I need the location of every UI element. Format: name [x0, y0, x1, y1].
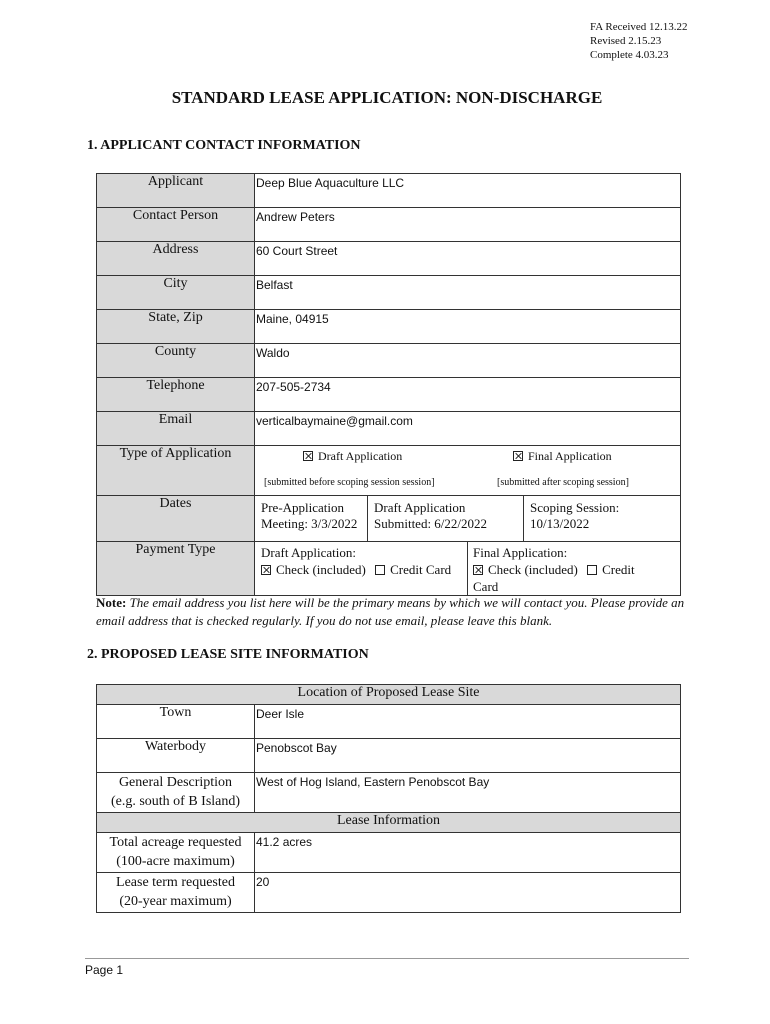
waterbody-field[interactable]: Penobscot Bay [255, 739, 681, 773]
pre-application-date[interactable] [261, 500, 357, 532]
row-payment-type [97, 542, 681, 596]
acreage-field[interactable]: 41.2 acres [255, 833, 681, 873]
row-acreage [97, 833, 681, 873]
contact-person-field[interactable]: Andrew Peters [255, 208, 681, 242]
received-date: FA Received 12.13.22 [590, 21, 688, 33]
page-number: Page 1 [85, 963, 124, 977]
section-2-heading: 2. PROPOSED LEASE SITE INFORMATION [87, 647, 369, 662]
contact-person-label: Contact Person [97, 208, 255, 242]
note-lead: Note: [96, 595, 127, 610]
applicant-contact-table [96, 173, 681, 596]
lease-band-row [97, 813, 681, 833]
dates-label: Dates [97, 496, 255, 542]
received-stamp [590, 20, 688, 62]
county-label: County [97, 344, 255, 378]
waterbody-label: Waterbody [97, 739, 255, 773]
scoping-session-value: 10/13/2022 [530, 516, 590, 531]
type-of-application-field [255, 446, 681, 496]
email-label: Email [97, 412, 255, 446]
draft-submitted-value: Submitted: 6/22/2022 [374, 516, 488, 531]
final-payment-heading: Final Application: [473, 545, 568, 560]
note-text: The email address you list here will be the primary means by which we will contact you. Please provide an email address that is checked regularly. If you do not use email, please leave this blank. [96, 595, 685, 628]
payment-type-label: Payment Type [97, 542, 255, 596]
telephone-field[interactable]: 207-505-2734 [255, 378, 681, 412]
draft-payment-heading: Draft Application: [261, 545, 356, 560]
pre-application-value: Meeting: 3/3/2022 [261, 516, 358, 531]
location-band: Location of Proposed Lease Site [97, 685, 681, 705]
final-application-option-label: Final Application [528, 449, 612, 463]
dates-divider-2 [523, 496, 524, 541]
draft-payment-group [261, 544, 451, 578]
final-credit-label-continued: Card [473, 579, 499, 594]
final-check-label: Check (included) [488, 562, 578, 577]
scoping-session-label: Scoping Session: [530, 500, 620, 515]
row-email [97, 412, 681, 446]
draft-application-checkbox[interactable] [303, 451, 313, 461]
acreage-label-line1: Total acreage requested [109, 835, 242, 850]
lease-term-label-line1: Lease term requested [116, 875, 235, 890]
address-field[interactable]: 60 Court Street [255, 242, 681, 276]
complete-date: Complete 4.03.23 [590, 49, 669, 61]
row-general-description [97, 773, 681, 813]
final-application-note: [submitted after scoping session] [497, 477, 629, 488]
draft-submitted-label: Draft Application [374, 500, 466, 515]
county-field[interactable]: Waldo [255, 344, 681, 378]
acreage-label [97, 833, 255, 873]
draft-credit-option[interactable] [375, 562, 451, 577]
final-credit-label: Credit [602, 562, 635, 577]
section-1-heading: 1. APPLICANT CONTACT INFORMATION [87, 138, 361, 153]
row-lease-term [97, 873, 681, 913]
telephone-label: Telephone [97, 378, 255, 412]
payment-type-field [255, 542, 681, 596]
state-zip-label: State, Zip [97, 310, 255, 344]
scoping-session-date[interactable] [530, 500, 619, 532]
town-field[interactable]: Deer Isle [255, 705, 681, 739]
final-check-checkbox[interactable] [473, 565, 483, 575]
revised-date: Revised 2.15.23 [590, 35, 662, 47]
document-title: STANDARD LEASE APPLICATION: NON-DISCHARGE [171, 88, 603, 107]
general-description-field[interactable]: West of Hog Island, Eastern Penobscot Bay [255, 773, 681, 813]
city-field[interactable]: Belfast [255, 276, 681, 310]
final-application-option[interactable] [513, 449, 612, 464]
final-credit-option[interactable] [587, 562, 635, 577]
row-dates [97, 496, 681, 542]
general-description-label-line2: (e.g. south of B Island) [110, 794, 241, 809]
city-label: City [97, 276, 255, 310]
footer-divider [85, 958, 689, 959]
location-band-row [97, 685, 681, 705]
final-application-checkbox[interactable] [513, 451, 523, 461]
acreage-label-line2: (100-acre maximum) [116, 854, 235, 869]
row-state-zip [97, 310, 681, 344]
dates-field [255, 496, 681, 542]
row-county [97, 344, 681, 378]
row-applicant [97, 174, 681, 208]
draft-submitted-date[interactable] [374, 500, 487, 532]
final-payment-group [473, 544, 635, 595]
address-label: Address [97, 242, 255, 276]
final-check-option[interactable] [473, 562, 578, 577]
email-field[interactable]: verticalbaymaine@gmail.com [255, 412, 681, 446]
applicant-label: Applicant [97, 174, 255, 208]
final-credit-checkbox[interactable] [587, 565, 597, 575]
draft-check-option[interactable] [261, 562, 366, 577]
draft-check-checkbox[interactable] [261, 565, 271, 575]
lease-term-label-line2: (20-year maximum) [119, 894, 232, 909]
general-description-label-line1: General Description [118, 775, 233, 790]
lease-term-label [97, 873, 255, 913]
draft-credit-label: Credit Card [390, 562, 452, 577]
pre-application-label: Pre-Application [261, 500, 345, 515]
row-address [97, 242, 681, 276]
draft-application-option[interactable] [303, 449, 402, 464]
type-of-application-label: Type of Application [97, 446, 255, 496]
row-telephone [97, 378, 681, 412]
dates-divider-1 [367, 496, 368, 541]
draft-check-label: Check (included) [276, 562, 366, 577]
row-waterbody [97, 739, 681, 773]
applicant-field[interactable]: Deep Blue Aquaculture LLC [255, 174, 681, 208]
general-description-label [97, 773, 255, 813]
payment-divider [467, 542, 468, 595]
lease-term-field[interactable]: 20 [255, 873, 681, 913]
draft-credit-checkbox[interactable] [375, 565, 385, 575]
lease-band: Lease Information [97, 813, 681, 833]
row-contact-person [97, 208, 681, 242]
row-type-of-application [97, 446, 681, 496]
state-zip-field[interactable]: Maine, 04915 [255, 310, 681, 344]
email-note [96, 594, 696, 630]
lease-site-table [96, 684, 681, 913]
draft-application-note: [submitted before scoping session session] [264, 477, 435, 488]
draft-application-option-label: Draft Application [318, 449, 403, 463]
town-label: Town [97, 705, 255, 739]
row-town [97, 705, 681, 739]
row-city [97, 276, 681, 310]
